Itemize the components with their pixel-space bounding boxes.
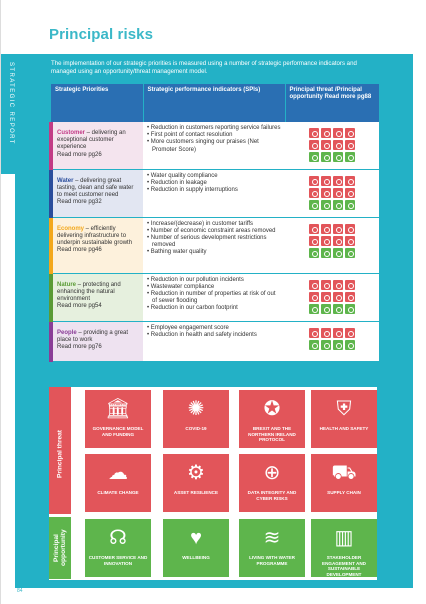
tile-globe-lock — [239, 454, 305, 512]
globe-lock-icon: ⊕ — [263, 462, 281, 484]
tile-city — [311, 519, 377, 577]
opportunity-icon — [333, 304, 343, 314]
threat-icon — [345, 176, 355, 186]
gears-icon: ⚙ — [187, 462, 205, 484]
tile-gears — [163, 454, 229, 512]
page-title: Principal risks — [49, 26, 154, 43]
threat-icon — [345, 280, 355, 290]
virus-icon: ✺ — [187, 398, 205, 420]
read-more-link[interactable]: Read more pg32 — [57, 199, 102, 206]
spi-list — [147, 325, 281, 339]
read-more-link[interactable]: Read more pg46 — [57, 247, 102, 254]
priority-name: Customer — [57, 130, 86, 136]
threat-icon — [345, 328, 355, 338]
opportunity-icon — [345, 200, 355, 210]
spi-item: • Reduction in our pollution incidents — [147, 277, 281, 284]
threat-icon — [333, 128, 343, 138]
threat-icon — [309, 128, 319, 138]
spi-item: • More customers singing our praises (Net Promoter Score) — [147, 139, 281, 153]
threat-icon — [333, 280, 343, 290]
priority-description: – protecting and enhancing the natural environment — [57, 281, 121, 302]
opportunity-icon — [321, 152, 331, 162]
opportunity-icon — [309, 340, 319, 350]
tile-label: CUSTOMER SERVICE AND INNOVATION — [88, 555, 148, 566]
health-shield-icon: ⛨ — [336, 398, 352, 420]
spi-item: • Reduction in our carbon footprint — [147, 305, 281, 312]
threat-icon — [345, 236, 355, 246]
spi-cell — [143, 273, 285, 321]
threat-icon — [309, 280, 319, 290]
climate-icon: ☁ — [108, 462, 128, 484]
tile-label: DATA INTEGRITY AND CYBER RISKS — [247, 490, 297, 501]
threat-icon — [309, 176, 319, 186]
spi-item: • Wastewater compliance — [147, 284, 281, 291]
opportunity-icon — [309, 152, 319, 162]
water-wave-icon: ≋ — [263, 527, 281, 549]
threat-icon — [333, 176, 343, 186]
table-body — [51, 122, 379, 361]
tile-water-wave — [239, 519, 305, 577]
header-threat-opportunity: Principal threat /Principal opportunity Read more pg88 — [285, 84, 379, 122]
threat-icon — [345, 292, 355, 302]
threat-icon — [345, 224, 355, 234]
opportunity-icon — [345, 248, 355, 258]
opportunity-icon — [321, 248, 331, 258]
opportunity-icon — [333, 152, 343, 162]
priority-description: – delivering great tasting, clean and safe water to meet customer need — [57, 177, 134, 198]
tile-label: GOVERNANCE MODEL AND FUNDING — [92, 426, 144, 437]
header-priorities: Strategic Priorities — [51, 84, 143, 122]
spi-item: • Reduction in customers reporting service failures — [147, 125, 281, 132]
threat-opportunity-icons-cell — [285, 217, 379, 273]
spi-cell — [143, 217, 285, 273]
bank-icon: 🏛 — [105, 398, 131, 420]
opportunity-icon — [333, 200, 343, 210]
tile-label: WELLBEING — [182, 555, 210, 560]
threat-icon — [333, 140, 343, 150]
opportunity-icon — [309, 304, 319, 314]
threat-icon — [309, 224, 319, 234]
tile-label: CLIMATE CHANGE — [97, 490, 139, 495]
threat-opportunity-icons-cell — [285, 122, 379, 169]
tile-health-shield — [311, 390, 377, 448]
opportunity-icon — [309, 248, 319, 258]
spi-list — [147, 125, 281, 154]
principal-threat-label: Principal threat — [49, 387, 71, 521]
tile-virus — [163, 390, 229, 448]
opportunity-icon — [345, 340, 355, 350]
principal-opportunity-label: Principal opportunity — [49, 517, 71, 579]
spi-item: • Increase/(decrease) in customer tariffs — [147, 221, 281, 228]
spi-cell — [143, 169, 285, 217]
spi-item: • Water quality compliance — [147, 173, 281, 180]
threat-opportunity-icons-cell — [285, 321, 379, 361]
threat-icon — [321, 140, 331, 150]
opportunity-icon — [321, 200, 331, 210]
threat-icon — [333, 328, 343, 338]
threat-opportunity-icons-cell — [285, 273, 379, 321]
heart-pulse-icon: ♥ — [190, 527, 202, 549]
tile-eu-flag — [239, 390, 305, 448]
priority-name: Economy — [57, 225, 85, 232]
spi-item: • Number of economic constraint areas removed — [147, 228, 281, 235]
opportunity-icon — [321, 304, 331, 314]
opportunity-icon — [321, 340, 331, 350]
header-spis: Strategic performance indicators (SPIs) — [143, 84, 285, 122]
threat-icon — [321, 280, 331, 290]
threat-icon — [321, 176, 331, 186]
icon-grid — [289, 224, 375, 258]
icon-grid — [289, 328, 375, 350]
spi-item: • First point of contact resolution — [147, 132, 281, 139]
threat-icon — [321, 188, 331, 198]
side-label: STRATEGIC REPORT — [8, 62, 14, 145]
spi-item: • Reduction in supply interruptions — [147, 187, 281, 194]
priority-name: People — [57, 329, 77, 336]
threat-icon — [309, 328, 319, 338]
spi-item: • Reduction in health and safety incidents — [147, 332, 281, 339]
threat-opportunity-icons-cell — [285, 169, 379, 217]
threat-icon — [309, 188, 319, 198]
opportunity-icon — [345, 152, 355, 162]
threat-icon — [321, 328, 331, 338]
supply-chain-icon: ⛟ — [331, 462, 357, 484]
table-row — [51, 321, 379, 361]
tile-label: COVID-19 — [185, 426, 207, 431]
table-header-row — [51, 84, 379, 122]
threat-icon — [321, 224, 331, 234]
opportunity-icon — [345, 304, 355, 314]
priority-description: – efficiently delivering infrastructure to underpin sustainable growth — [57, 225, 133, 246]
threat-icon — [321, 292, 331, 302]
tile-supply-chain — [311, 454, 377, 512]
tile-label: SUPPLY CHAIN — [327, 490, 361, 495]
spi-cell — [143, 321, 285, 361]
threat-icon — [309, 292, 319, 302]
priority-name: Water — [57, 177, 74, 184]
opportunity-icon — [333, 248, 343, 258]
tile-label: LIVING WITH WATER PROGRAMME — [249, 555, 295, 566]
priority-cell — [51, 169, 143, 217]
city-icon: ▥ — [334, 527, 354, 549]
spi-item: • Reduction in leakage — [147, 180, 281, 187]
threat-icon — [309, 140, 319, 150]
icon-grid — [289, 128, 375, 162]
threat-icon — [333, 236, 343, 246]
read-more-link[interactable]: Read more pg76 — [57, 343, 102, 350]
table-row — [51, 122, 379, 169]
spi-item: • Reduction in number of properties at risk of out of sewer flooding — [147, 291, 281, 305]
priority-cell — [51, 321, 143, 361]
spi-item: • Bathing water quality — [147, 249, 281, 256]
spi-list — [147, 173, 281, 195]
spi-list — [147, 277, 281, 313]
spi-item: • Number of serious development restrictions removed — [147, 235, 281, 249]
priority-cell — [51, 273, 143, 321]
opportunity-icon — [309, 200, 319, 210]
tile-headset — [85, 519, 151, 577]
threat-icon — [345, 188, 355, 198]
eu-flag-icon: ✪ — [263, 398, 281, 420]
tile-label: ASSET RESILIENCE — [173, 490, 219, 495]
priority-description: – providing a great place to work — [57, 329, 129, 343]
tile-climate — [85, 454, 151, 512]
tile-heart-pulse — [163, 519, 229, 577]
spi-cell — [143, 122, 285, 169]
tile-bank — [85, 390, 151, 448]
page-number: 84 — [17, 588, 23, 594]
read-more-link[interactable]: Read more pg26 — [57, 151, 102, 158]
threat-icon — [321, 236, 331, 246]
icon-grid — [289, 176, 375, 210]
spi-list — [147, 221, 281, 257]
priorities-table — [49, 84, 380, 362]
tile-label: BREXIT AND THE NORTHERN IRELAND PROTOCOL — [248, 426, 296, 443]
threat-icon — [333, 188, 343, 198]
priority-description: – delivering an exceptional customer experience — [57, 130, 126, 151]
priority-cell — [51, 122, 143, 169]
threat-icon — [345, 128, 355, 138]
priority-cell — [51, 217, 143, 273]
table-row — [51, 169, 379, 217]
threat-icon — [321, 128, 331, 138]
table-row — [51, 273, 379, 321]
threat-icon — [333, 292, 343, 302]
spi-item: • Employee engagement score — [147, 325, 281, 332]
threat-icon — [309, 236, 319, 246]
threat-icon — [345, 140, 355, 150]
read-more-link[interactable]: Read more pg54 — [57, 303, 102, 310]
tile-label: HEALTH AND SAFETY — [319, 426, 369, 431]
priority-name: Nature — [57, 281, 77, 288]
tile-label: STAKEHOLDER ENGAGEMENT AND SUSTAINABLE DEVELOPMENT — [322, 555, 366, 577]
intro-text: The implementation of our strategic priorities is measured using a number of strategic performance indicators and managed using an opportunity/threat management model. — [51, 60, 357, 75]
icon-grid — [289, 280, 375, 314]
headset-icon: ☊ — [109, 527, 127, 549]
threat-icon — [333, 224, 343, 234]
opportunity-icon — [333, 340, 343, 350]
table-row — [51, 217, 379, 273]
